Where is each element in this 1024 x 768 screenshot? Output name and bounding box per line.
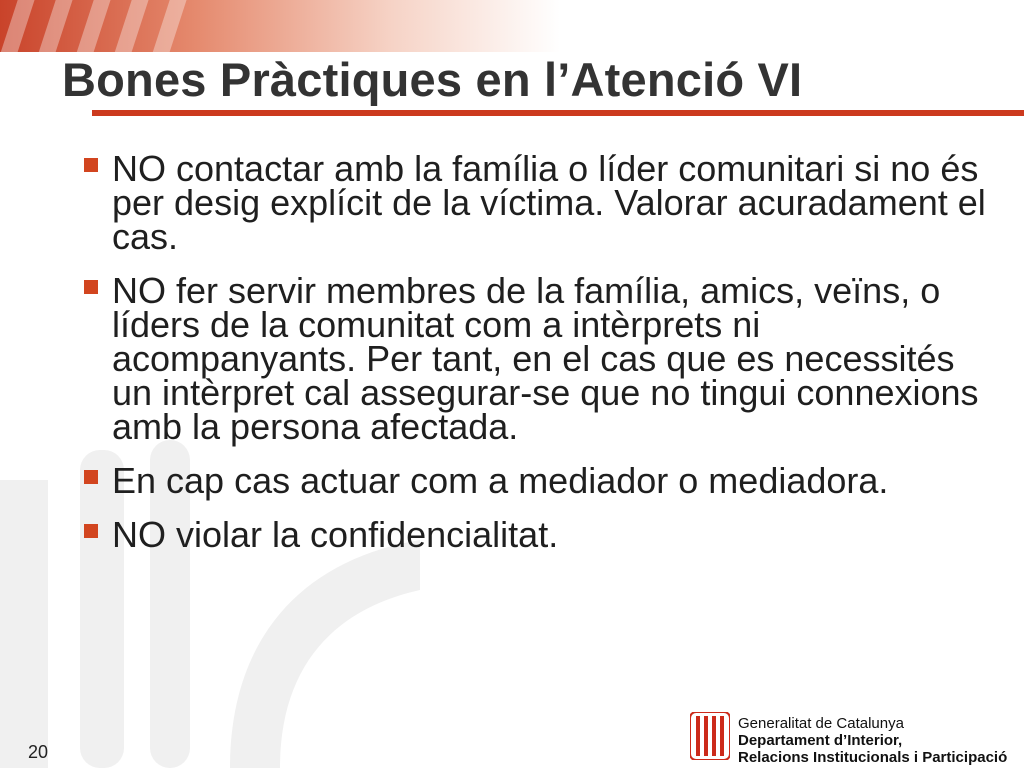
- bullet-text: NO contactar amb la família o líder comunitari si no és per desig explícit de la víctima. Valorar acuradament el cas.: [112, 148, 986, 257]
- square-bullet-icon: [84, 280, 98, 294]
- bullet-text: En cap cas actuar com a mediador o mediadora.: [112, 460, 889, 501]
- bullet-list: [80, 148, 1000, 572]
- bullet-text: NO fer servir membres de la família, amics, veïns, o líders de la comunitat com a intèrprets ni acompanyants. Per tant, en el cas que es necessités un intèrpret cal assegurar-se que no tingui connexions amb la persona afectada.: [112, 270, 979, 447]
- square-bullet-icon: [84, 158, 98, 172]
- list-item: [80, 270, 1000, 447]
- square-bullet-icon: [84, 524, 98, 538]
- footer-organization: [738, 715, 1007, 766]
- bullet-text: NO violar la confidencialitat.: [112, 514, 559, 555]
- list-item: [80, 514, 1000, 555]
- page-title: Bones Pràctiques en l’Atenció VI: [62, 53, 803, 106]
- square-bullet-icon: [84, 470, 98, 484]
- decorative-stripes-icon: [0, 0, 560, 52]
- title-underline: [92, 110, 1024, 116]
- generalitat-logo-icon: [690, 712, 730, 760]
- footer-department: Departament d’Interior,: [738, 732, 903, 749]
- header-banner: [0, 0, 560, 52]
- footer-department-sub: Relacions Institucionals i Participació: [738, 749, 1008, 766]
- page-number: 20: [28, 742, 49, 762]
- footer-org-name: Generalitat de Catalunya: [738, 715, 904, 732]
- list-item: [80, 148, 1000, 257]
- list-item: [80, 460, 1000, 501]
